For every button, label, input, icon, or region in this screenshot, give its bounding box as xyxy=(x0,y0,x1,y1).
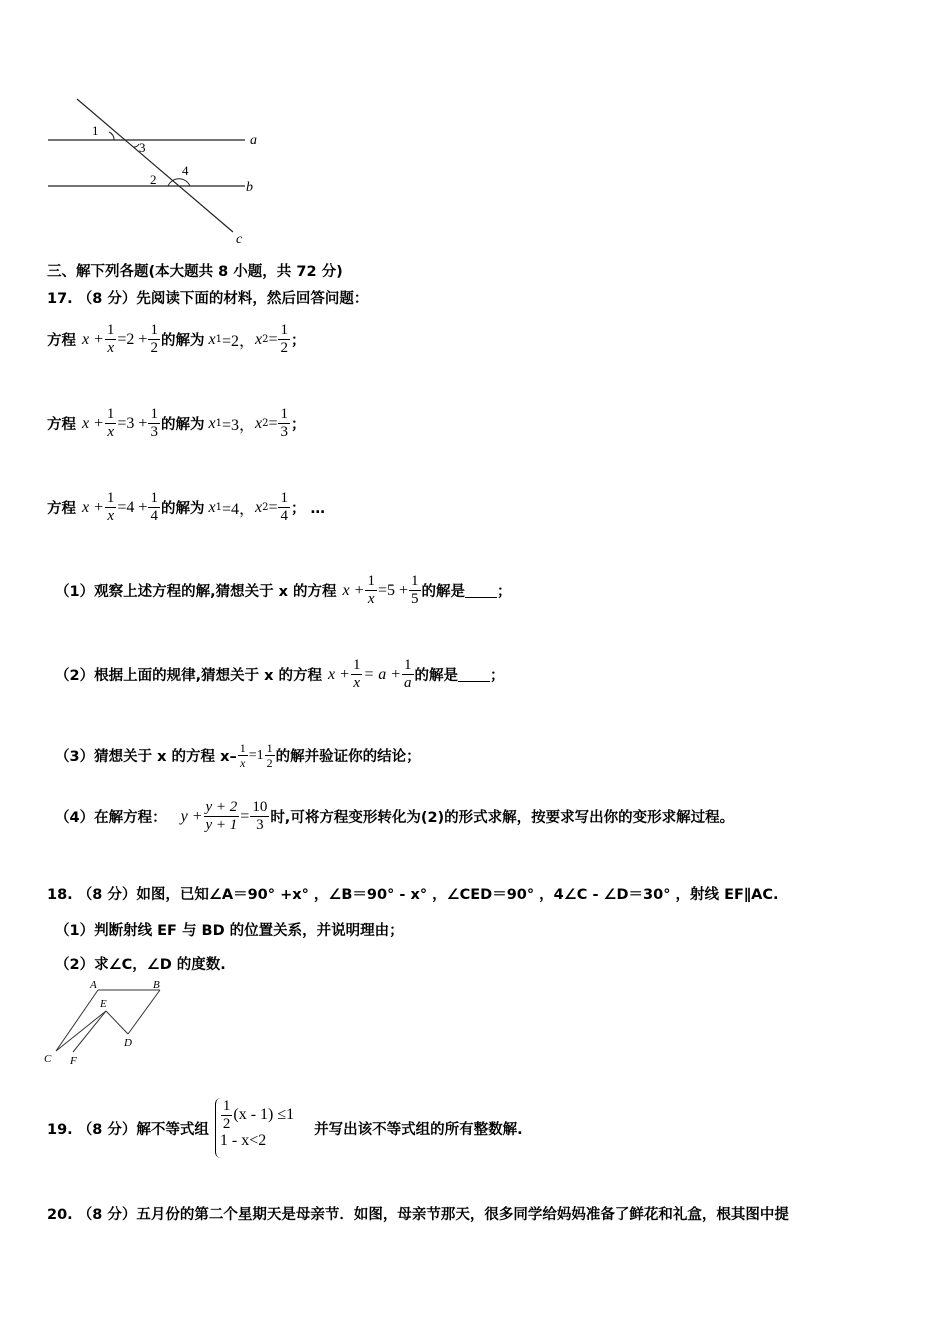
label-D: D xyxy=(124,1037,132,1049)
label-B: B xyxy=(153,979,160,991)
label-E: E xyxy=(100,998,107,1010)
q17-part3: （3）猜想关于 x 的方程 x– $\frac{1}{x}$ =1 $\frac{1}{2}$ 的解并验证你的结论； xyxy=(55,741,421,770)
label-F: F xyxy=(70,1055,77,1067)
q18-line1: 18. （8 分）如图，已知∠A＝90° +x° ，∠B＝90° - x° ，∠CED＝90° ，4∠C - ∠D＝30° ，射线 EF∥AC. xyxy=(47,887,779,903)
q18-part1: （1）判断射线 EF 与 BD 的位置关系，并说明理由； xyxy=(55,923,404,939)
parallel-lines-figure xyxy=(40,95,280,250)
section-heading: 三、解下列各题(本大题共 8 小题，共 72 分) xyxy=(47,264,343,280)
q19: 19. （8 分）解不等式组 $\frac{1}{2}$ (x - 1) ≤1 1 - x<2 并写出该不等式组的所有整数解. xyxy=(47,1098,523,1158)
inequality-system: $\frac{1}{2}$ (x - 1) ≤1 1 - x<2 xyxy=(215,1098,294,1158)
q20-text: 20. （8 分）五月份的第二个星期天是母亲节．如图，母亲节那天，很多同学给妈妈准备了鲜花和礼盒，根其图中提 xyxy=(47,1207,789,1223)
line-c xyxy=(77,99,233,232)
label-3: 3 xyxy=(139,140,146,155)
q17-part2: （2）根据上面的规律,猜想关于 x 的方程 x + $\frac{1}{x}$ = a + $\frac{1}{a}$ 的解是 ； xyxy=(55,657,505,691)
label-b: b xyxy=(246,180,253,195)
q18-part2: （2）求∠C，∠D 的度数. xyxy=(55,957,226,973)
angle1-arc xyxy=(109,132,114,140)
label-a: a xyxy=(250,133,257,148)
q17-eq-2: 方程 x + $\frac{1}{x}$ =3 + $\frac{1}{3}$ 的解为 x 1 =3， x 2 = $\frac{1}{3}$ ； xyxy=(47,406,306,440)
q17-header: 17. （8 分）先阅读下面的材料，然后回答问题： xyxy=(47,291,369,307)
label-C: C xyxy=(44,1053,52,1065)
label-1: 1 xyxy=(92,123,99,138)
q17-eq-3: 方程 x + $\frac{1}{x}$ =4 + $\frac{1}{4}$ 的解为 x 1 =4， x 2 = $\frac{1}{4}$ ； … xyxy=(47,490,326,524)
label-2: 2 xyxy=(150,172,157,187)
q18-figure xyxy=(40,978,180,1070)
answer-blank[interactable] xyxy=(465,583,497,598)
q17-part1: （1）观察上述方程的解,猜想关于 x 的方程 x + $\frac{1}{x}$ =5 + $\frac{1}{5}$ 的解是 ； xyxy=(55,573,512,607)
label-A: A xyxy=(90,979,97,991)
q17-part4: （4）在解方程： y + $\frac{y + 2}{y + 1}$ = $\frac{10}{3}$ 时,可将方程变形转化为(2)的形式求解，按要求写出你的变形求解过程。 xyxy=(55,799,735,833)
q17-eq-1: 方程 x + $\frac{1}{x}$ =2 + $\frac{1}{2}$ 的解为 x 1 =2， x 2 = $\frac{1}{2}$ ； xyxy=(47,322,306,356)
label-c: c xyxy=(236,232,243,247)
answer-blank[interactable] xyxy=(458,667,490,682)
label-4: 4 xyxy=(182,163,189,178)
